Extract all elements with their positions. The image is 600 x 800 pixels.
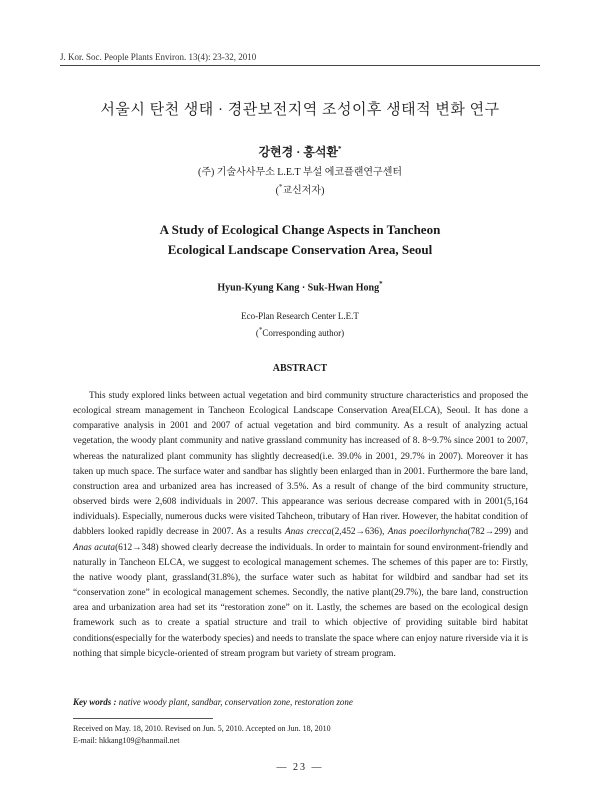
- english-authors-names: Hyun-Kyung Kang · Suk-Hwan Hong: [217, 282, 380, 294]
- english-corresponding-note: (*Corresponding author): [255, 326, 345, 338]
- species-anas-poecilorhyncha: Anas poecilorhyncha: [387, 527, 468, 538]
- species-anas-acuta: Anas acuta: [73, 542, 116, 553]
- korean-title: 서울시 탄천 생태 · 경관보전지역 조성이후 생태적 변화 연구: [100, 102, 500, 118]
- header-divider: [60, 65, 540, 66]
- species-2-counts: (782→299) and: [467, 527, 528, 538]
- korean-corresponding-mark: *: [278, 183, 283, 191]
- footnote-email: E-mail: hkkang109@hanmail.net: [73, 736, 180, 745]
- footnote: [73, 723, 331, 747]
- english-corresponding-mark: *: [258, 326, 263, 334]
- korean-corresponding-label: 교신저자: [282, 185, 322, 197]
- keywords: [73, 697, 353, 707]
- korean-authors: [0, 143, 600, 160]
- english-authors: [0, 280, 600, 293]
- korean-author-mark: *: [338, 145, 342, 153]
- english-title: [0, 220, 600, 260]
- korean-corresponding-note: (*교신저자): [275, 183, 325, 197]
- korean-authors-names: 강현경 · 홍석환: [258, 145, 339, 159]
- korean-affiliation-block: [0, 166, 600, 198]
- footnote-divider: [73, 718, 213, 719]
- english-title-line-1: A Study of Ecological Change Aspects in Tancheon: [159, 222, 441, 237]
- abstract-heading: ABSTRACT: [272, 363, 328, 374]
- species-anas-crecca: Anas crecca: [284, 527, 332, 538]
- footnote-dates: Received on May. 18, 2010. Revised on Jun. 5, 2010. Accepted on Jun. 18, 2010: [73, 724, 331, 733]
- abstract-text-part-1: This study explored links between actual vegetation and bird community structure characteristics and proposed the ecological stream management in Tancheon Ecological Landscape Conservation Area(ELCA), Seoul. It has done a comparative analysis in 2001 and 2007 of actual vegetation and bird community. As a result of analyzing actual vegetation, the woody plant community and native grassland community has increased of 8. 8~9.7% since 2001 to 2007, whereas the naturalized plant community has slightly decreased(i.e. 39.0% in 2001, 29.7% in 2007). Moreover it has taken up much space. The surface water and sandbar has slightly been enlarged than in 2001. Furthermore the bare land, construction area and urbanized area has increased of 3.5%. As a result of change of the bird community structure, observed birds were 2,608 individuals in 2007. This appearance was serious decrease compared with in 2001(5,164 individuals). Especially, numerous ducks were visited Tahcheon, tributary of Han river. However, the habitat condition of dabblers looked rapidly decrease in 2007. As a results: [73, 391, 528, 538]
- species-1-counts: (2,452→636),: [331, 527, 388, 538]
- abstract-text-part-2: (612→348) showed clearly decrease the individuals. In order to maintain for sound environment-friendly and naturally in Tancheon ELCA, we suggest to ecological management schemes. The schemes of this paper are to: Firstly, the native woody plant, grassland(31.8%), the surface water such as habitat for wildbird and sandbar had set its “conservation zone” in ecological management schemes. Secondly, the native plant(29.7%), the bare land, construction area and urbanization area had set its “restoration zone” on it. Lastly, the schemes are based on the ecological design framework such as to create a spatial structure and trail to which objective of providing suitable bird habitat conditions(especially for the waterbody species) and needs to translate the space where can enjoy nature riverside via it is nothing that simple bicycle-oriented of stream program but variety of stream program.: [73, 542, 528, 659]
- keywords-terms: native woody plant, sandbar, conservation zone, restoration zone: [116, 697, 353, 707]
- page-number: — 23 —: [276, 762, 324, 773]
- keywords-label: Key words :: [73, 697, 117, 707]
- abstract-body: [73, 389, 528, 662]
- english-author-mark: *: [379, 280, 383, 288]
- english-affiliation-block: [0, 309, 600, 340]
- journal-reference: J. Kor. Soc. People Plants Environ. 13(4): 23-32, 2010: [60, 52, 257, 62]
- english-affiliation: Eco-Plan Research Center L.E.T: [241, 311, 359, 321]
- english-title-line-2: Ecological Landscape Conservation Area, Seoul: [167, 242, 433, 257]
- english-corresponding-label: Corresponding author: [262, 328, 342, 338]
- korean-affiliation: (주) 기술사사무소 L.E.T 부설 에코플랜연구센터: [197, 167, 403, 178]
